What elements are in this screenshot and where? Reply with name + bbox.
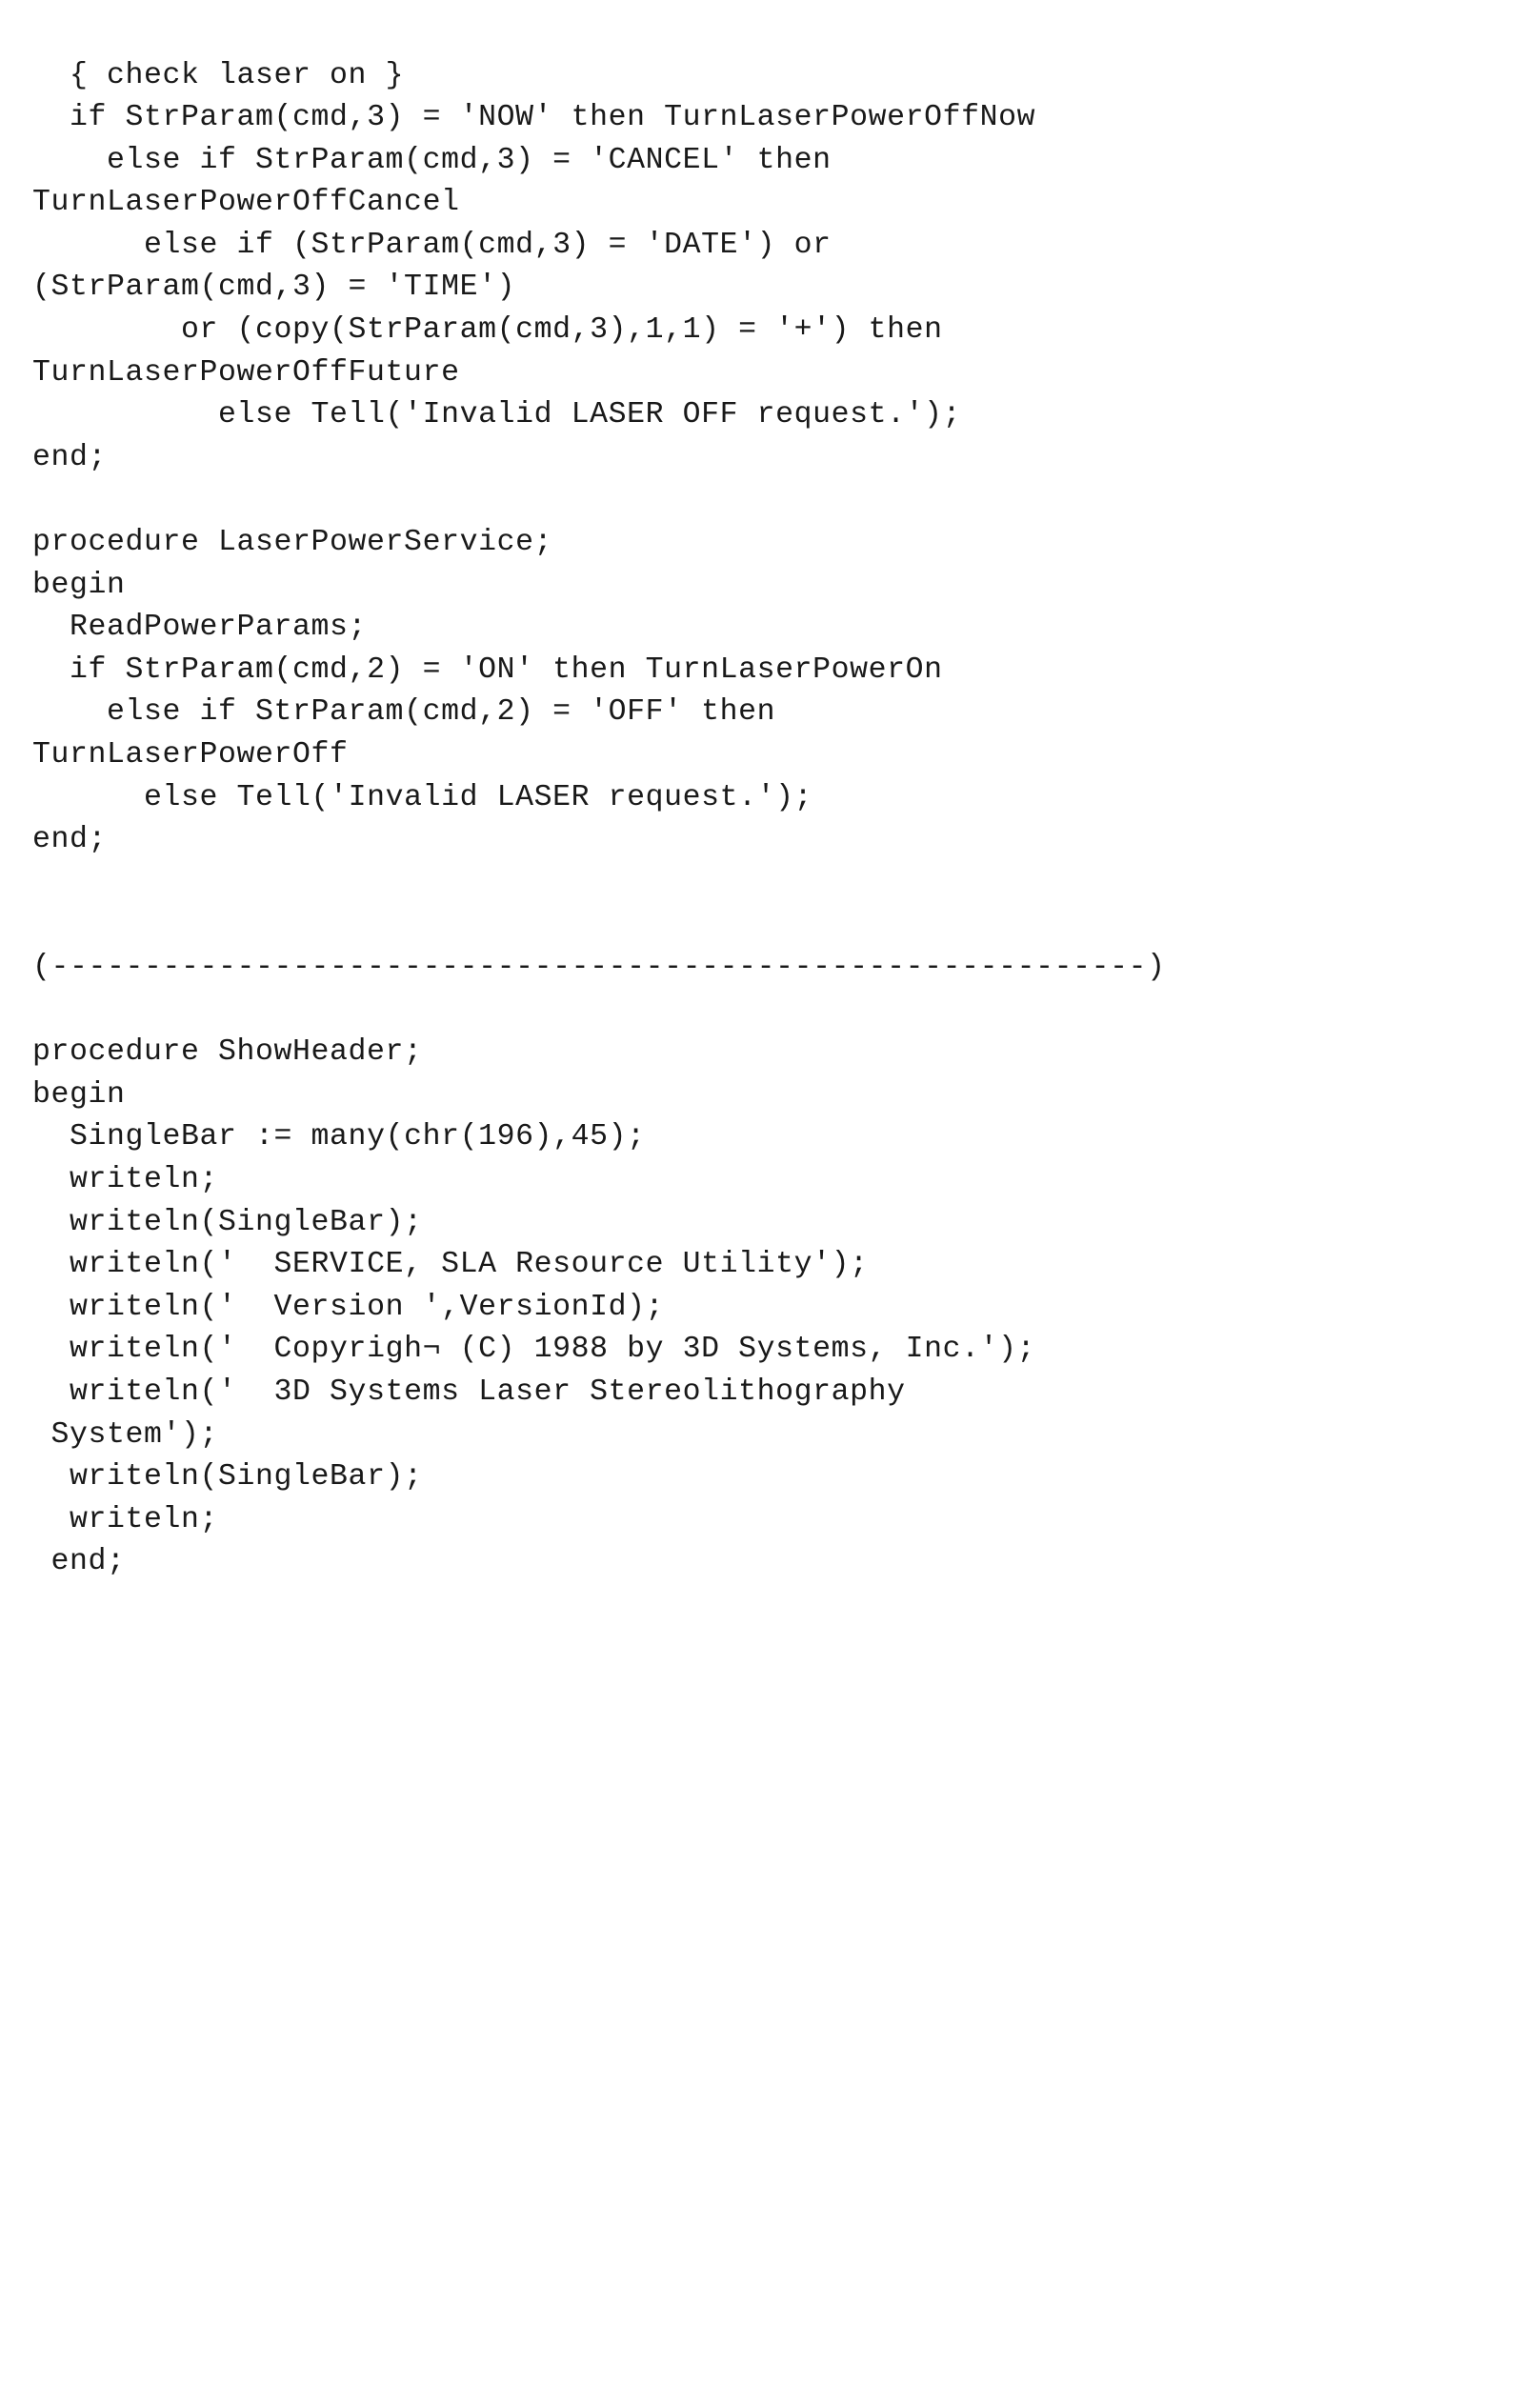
code-listing	[32, 55, 1486, 1584]
code-line-blank	[32, 479, 1486, 522]
code-line: { check laser on }	[32, 58, 405, 92]
code-line: end;	[32, 823, 108, 857]
code-line: else Tell('Invalid LASER request.');	[32, 780, 813, 814]
code-line: writeln;	[32, 1502, 219, 1536]
code-line: writeln(' 3D Systems Laser Stereolithography	[32, 1375, 906, 1409]
code-line: writeln(SingleBar);	[32, 1205, 423, 1239]
code-line: else if StrParam(cmd,3) = 'CANCEL' then	[32, 143, 832, 177]
code-line: else if StrParam(cmd,2) = 'OFF' then	[32, 695, 776, 730]
code-line-blank	[32, 990, 1486, 1033]
code-line: else if (StrParam(cmd,3) = 'DATE') or	[32, 228, 832, 262]
code-line: end;	[32, 440, 108, 474]
code-line-blank	[32, 862, 1486, 905]
code-line: writeln(' Version ',VersionId);	[32, 1290, 665, 1324]
code-line: writeln(SingleBar);	[32, 1460, 423, 1495]
code-line: ReadPowerParams;	[32, 611, 368, 645]
code-line: begin	[32, 1077, 126, 1112]
code-line: System');	[32, 1417, 219, 1452]
code-line: SingleBar := many(chr(196),45);	[32, 1120, 646, 1154]
code-line: if StrParam(cmd,3) = 'NOW' then TurnLaserPowerOffNow	[32, 101, 1036, 135]
code-line: procedure ShowHeader;	[32, 1035, 423, 1070]
code-line: else Tell('Invalid LASER OFF request.');	[32, 398, 962, 432]
code-line: procedure LaserPowerService;	[32, 526, 553, 560]
code-line-separator: (-----------------------------------------------------------)	[32, 950, 1166, 984]
code-line: TurnLaserPowerOffFuture	[32, 355, 460, 390]
code-line: if StrParam(cmd,2) = 'ON' then TurnLaserPowerOn	[32, 652, 943, 687]
code-line: TurnLaserPowerOffCancel	[32, 186, 460, 220]
code-line: writeln(' Copyrigh¬ (C) 1988 by 3D Systems, Inc.');	[32, 1333, 1036, 1367]
code-line-blank	[32, 904, 1486, 947]
code-line: (StrParam(cmd,3) = 'TIME')	[32, 271, 516, 305]
code-line: TurnLaserPowerOff	[32, 738, 349, 772]
code-line: writeln;	[32, 1162, 219, 1196]
code-line: writeln(' SERVICE, SLA Resource Utility');	[32, 1248, 869, 1282]
code-line: end;	[32, 1545, 126, 1579]
code-line: begin	[32, 568, 126, 602]
code-line: or (copy(StrParam(cmd,3),1,1) = '+') then	[32, 313, 943, 348]
